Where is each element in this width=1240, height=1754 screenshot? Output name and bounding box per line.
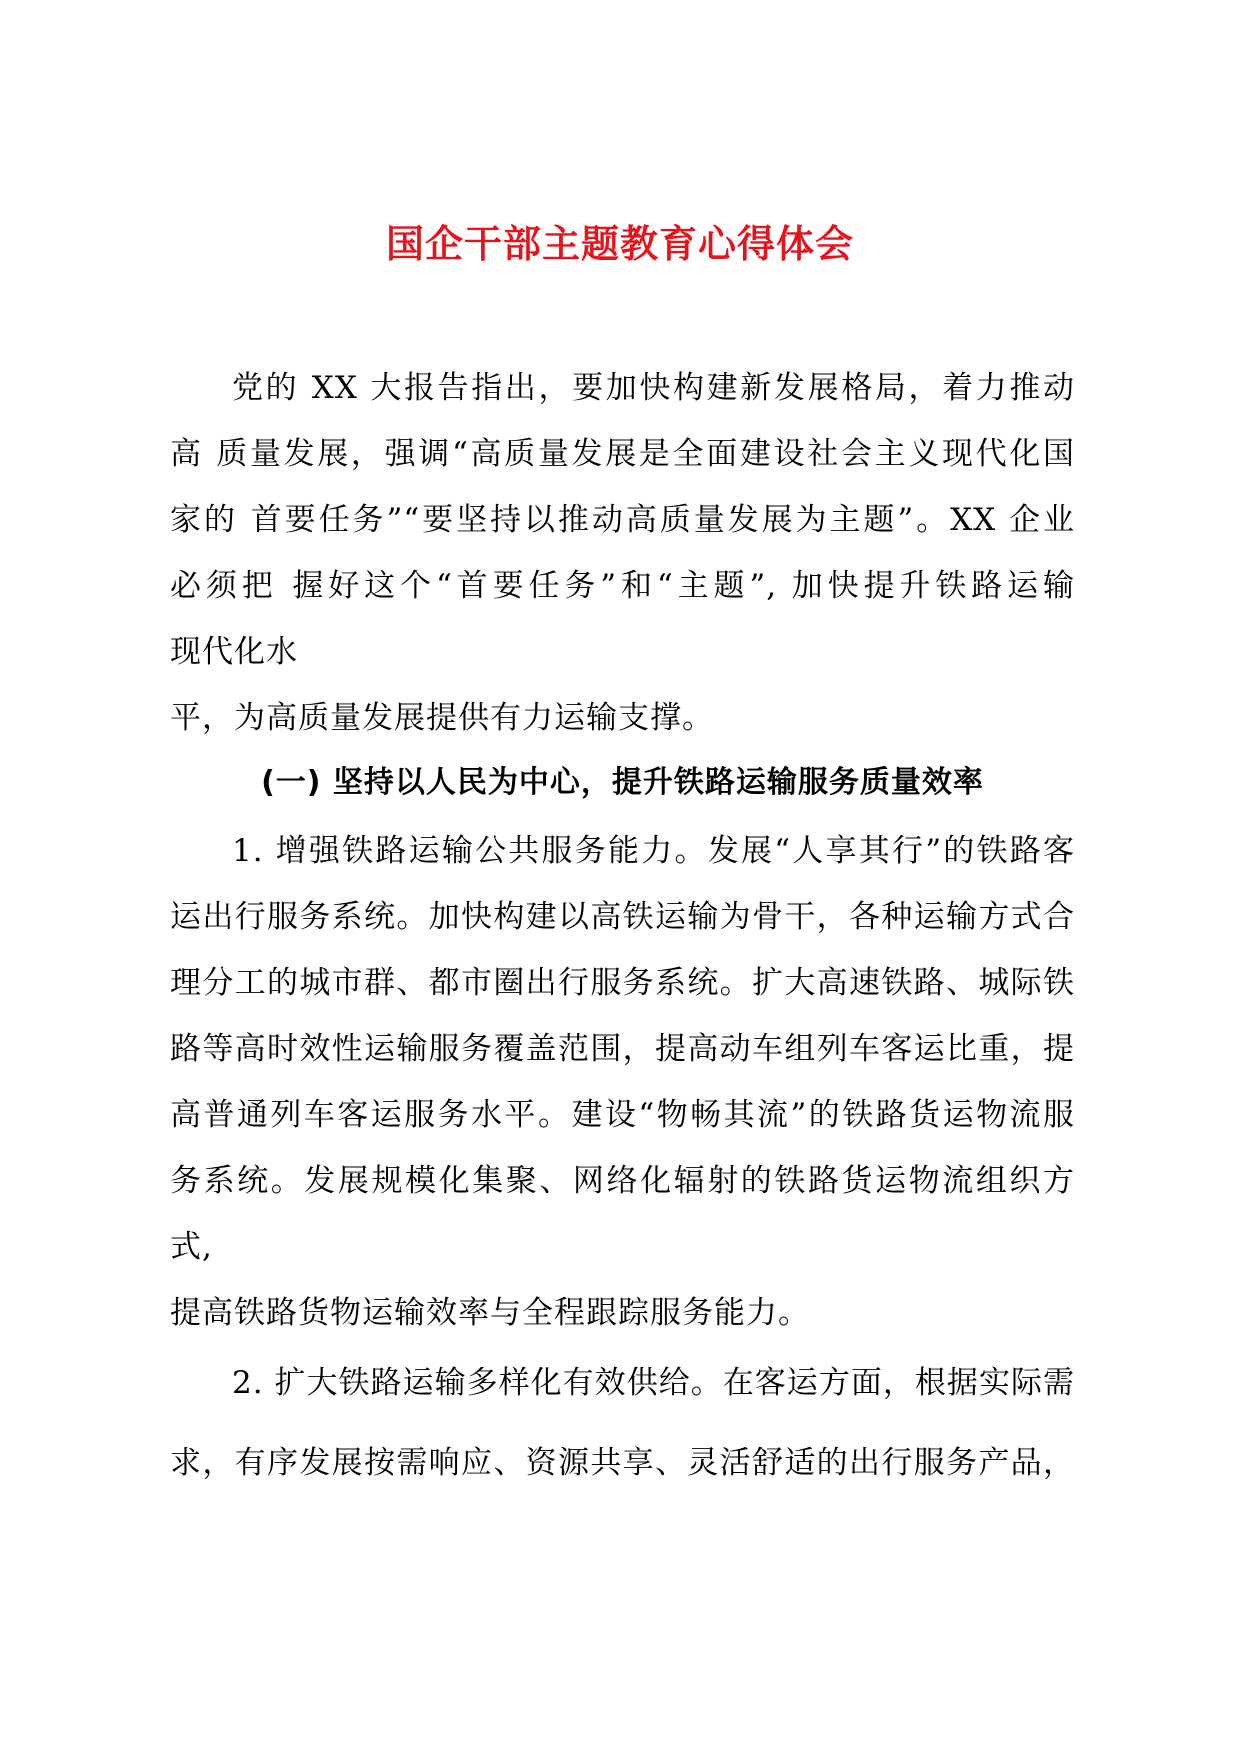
text-line: 运出行服务系统。加快构建以高铁运输为骨干，各种运输方式合 [170, 899, 1075, 935]
text-line: 务系统。发展规模化集聚、网络化辐射的铁路货运物流组织方 [170, 1163, 1075, 1199]
text-line: 理分工的城市群、都市圈出行服务系统。扩大高速铁路、城际铁 [170, 965, 1075, 1001]
text-line: 2. 扩大铁路运输多样化有效供给。在客运方面，根据实际需 [232, 1365, 1075, 1401]
text-line: 1. 增强铁路运输公共服务能力。发展“人享其行”的铁路客 [232, 833, 1075, 869]
text-line: 必须把 握好这个“首要任务”和“主题”, 加快提升铁路运输 [170, 568, 1075, 604]
text-line: 提高铁路货物运输效率与全程跟踪服务能力。 [170, 1295, 810, 1331]
paragraph-item-2 [170, 1350, 1075, 1496]
text-line: 高普通列车客运服务水平。建设“物畅其流”的铁路货运物流服 [170, 1097, 1075, 1133]
text-line: 党的 XX 大报告指出，要加快构建新发展格局，着力推动 [232, 370, 1075, 406]
text-line: 求，有序发展按需响应、资源共享、灵活舒适的出行服务产品， [170, 1445, 1075, 1481]
text-line: 现代化水 [170, 634, 298, 670]
section-heading [170, 750, 1075, 816]
paragraph-intro [170, 355, 1075, 751]
text-line: 家的 首要任务”“要坚持以推动高质量发展为主题”。XX 企业 [170, 502, 1075, 538]
paragraph-item-1 [170, 818, 1075, 1346]
text-line: 高 质量发展，强调“高质量发展是全面建设社会主义现代化国 [170, 436, 1075, 472]
document-title: 国企干部主题教育心得体会 [385, 222, 854, 266]
text-line: 式, [170, 1229, 213, 1265]
section-heading-text: (一) 坚持以人民为中心，提升铁路运输服务质量效率 [261, 765, 984, 800]
text-line: 路等高时效性运输服务覆盖范围，提高动车组列车客运比重，提 [170, 1031, 1075, 1067]
text-line: 平，为高质量发展提供有力运输支撑。 [170, 700, 714, 736]
